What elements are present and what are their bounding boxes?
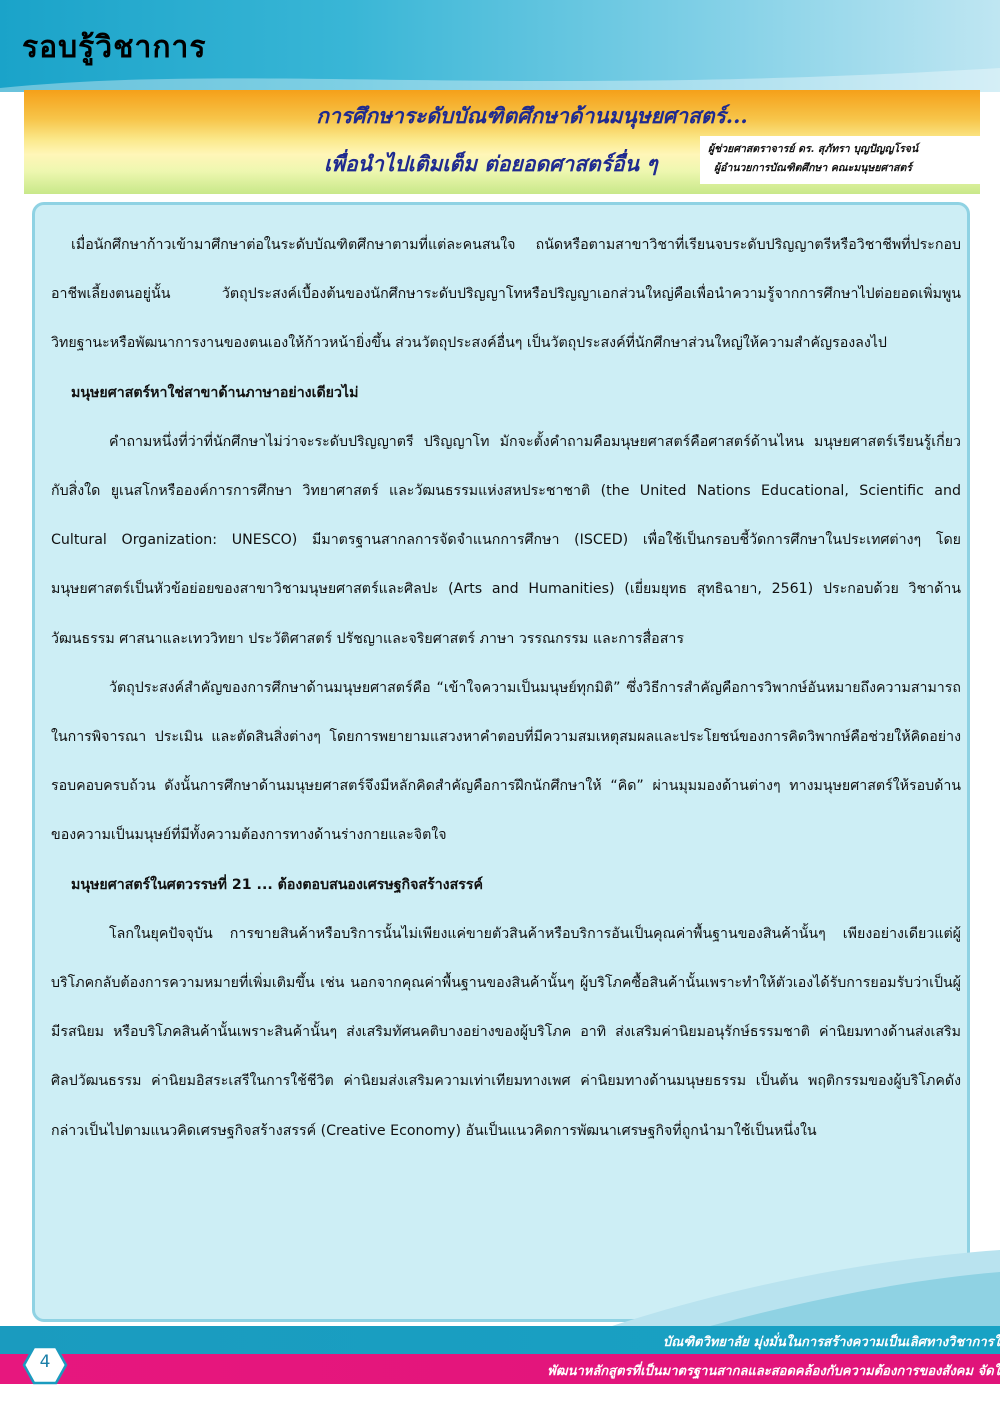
- article-body: [51, 221, 961, 1156]
- subheading-21st-century: มนุษยศาสตร์ในศตวรรษที่ 21 ... ต้องตอบสนองเศรษฐกิจสร้างสรรค์: [71, 876, 483, 893]
- footer-slogan-1: บัณฑิตวิทยาลัย มุ่งมั่นในการสร้างความเป็นเลิศทางวิชาการใ: [662, 1335, 1000, 1350]
- footer-slogan-2: พัฒนาหลักสูตรที่เป็นมาตรฐานสากลและสอดคล้องกับความต้องการของสังคม จัดใ: [547, 1364, 1000, 1379]
- article-title-line2: เพื่อนำไปเติมเต็ม ต่อยอดศาสตร์อื่น ๆ: [324, 151, 658, 176]
- author-box: [700, 136, 980, 184]
- author-position: ผู้อำนวยการบัณฑิตศึกษา คณะมนุษยศาสตร์: [714, 162, 912, 174]
- paragraph-creative-economy: โลกในยุคปัจจุบัน การขายสินค้าหรือบริการนั้นไม่เพียงแค่ขายตัวสินค้าหรือบริการอันเป็นคุณค่าพื้นฐานของสินค้านั้นๆ เพียงอย่างเดียวแต่ผู้บริโภคกลับต้องการความหมายที่เพิ่มเติมขึ้น เช่น นอกจากคุณค่าพื้นฐานของสินค้านั้นๆ ผู้บริโภคซื้อสินค้านั้นเพราะทำให้ตัวเองได้รับการยอมรับว่าเป็นผู้มีรสนิยม หรือบริโภคสินค้านั้นเพราะสินค้านั้นๆ ส่งเสริมทัศนคติบางอย่างของผู้บริโภค อาทิ ส่งเสริมค่านิยมอนุรักษ์ธรรมชาติ ค่านิยมทางด้านส่งเสริมศิลปวัฒนธรรม ค่านิยมอิสระเสรีในการใช้ชีวิต ค่านิยมส่งเสริมความเท่าเทียมทางเพศ ค่านิยมทางด้านมนุษยธรรม เป็นต้น พฤติกรรมของผู้บริโภคดังกล่าวเป็นไปตามแนวคิดเศรษฐกิจสร้างสรรค์ (Creative Economy) อันเป็นแนวคิดการพัฒนาเศรษฐกิจที่ถูกนำมาใช้เป็นหนึ่งใน: [51, 925, 961, 1139]
- paragraph-intro: เมื่อนักศึกษาก้าวเข้ามาศึกษาต่อในระดับบัณฑิตศึกษาตามที่แต่ละคนสนใจ ถนัดหรือตามสาขาวิชาที่เรียนจบระดับปริญญาตรีหรือวิชาชีพที่ประกอบอาชีพเลี้ยงตนอยู่นั้น วัตถุประสงค์เบื้องต้นของนักศึกษาระดับปริญญาโทหรือปริญญาเอกส่วนใหญ่คือเพื่อนำความรู้จากการศึกษาไปต่อยอดเพิ่มพูนวิทยฐานะหรือพัฒนาการงานของตนเองให้ก้าวหน้ายิ่งขึ้น ส่วนวัตถุประสงค์อื่นๆ เป็นวัตถุประสงค์ที่นักศึกษาส่วนใหญ่ให้ความสำคัญรองลงไป: [51, 237, 961, 352]
- content-panel: [32, 202, 970, 1322]
- paragraph-unesco: คำถามหนึ่งที่ว่าที่นักศึกษาไม่ว่าจะระดับปริญญาตรี ปริญญาโท มักจะตั้งคำถามคือมนุษยศาสตร์คือศาสตร์ด้านไหน มนุษยศาสตร์เรียนรู้เกี่ยวกับสิ่งใด ยูเนสโกหรือองค์การการศึกษา วิทยาศาสตร์ และวัฒนธรรมแห่งสหประชาชาติ (the United Nations Educational, Scientific and Cultural Organization: UNESCO) มีมาตรฐานสากลการจัดจำแนกการศึกษา (ISCED) เพื่อใช้เป็นกรอบชี้วัดการศึกษาในประเทศต่างๆ โดยมนุษยศาสตร์เป็นหัวข้อย่อยของสาขาวิชามนุษยศาสตร์และศิลปะ (Arts and Humanities) (เยี่ยมยุทธ สุทธิฉายา, 2561) ประกอบด้วย วิชาด้านวัฒนธรรม ศาสนาและเทววิทยา ประวัติศาสตร์ ปรัชญาและจริยศาสตร์ ภาษา วรรณกรรม และการสื่อสาร: [51, 433, 961, 647]
- page-number: 4: [39, 1352, 51, 1372]
- article-title-line1: การศึกษาระดับบัณฑิตศึกษาด้านมนุษยศาสตร์...: [316, 103, 748, 128]
- section-label: รอบรู้วิชาการ: [22, 30, 207, 65]
- article-title-bar: [24, 90, 980, 194]
- author-name: ผู้ช่วยศาสตราจารย์ ดร. สุภัทรา บุญปัญญโรจน์: [708, 143, 919, 155]
- paragraph-objective: วัตถุประสงค์สำคัญของการศึกษาด้านมนุษยศาสตร์คือ “เข้าใจความเป็นมนุษย์ทุกมิติ” ซึ่งวิธีการสำคัญคือการวิพากษ์อันหมายถึงความสามารถในการพิจารณา ประเมิน และตัดสินสิ่งต่างๆ โดยการพยายามแสวงหาคำตอบที่มีความสมเหตุสมผลและประโยชน์ของการคิดวิพากษ์คือช่วยให้คิดอย่างรอบคอบครบถ้วน ดังนั้นการศึกษาด้านมนุษยศาสตร์จึงมีหลักคิดสำคัญคือการฝึกนักศึกษาให้ “คิด” ผ่านมุมมองด้านต่างๆ ทางมนุษยศาสตร์ให้รอบด้านของความเป็นมนุษย์ที่มีทั้งความต้องการทางด้านร่างกายและจิตใจ: [51, 679, 961, 844]
- subheading-humanities: มนุษยศาสตร์หาใช่สาขาด้านภาษาอย่างเดียวไม่: [71, 384, 359, 401]
